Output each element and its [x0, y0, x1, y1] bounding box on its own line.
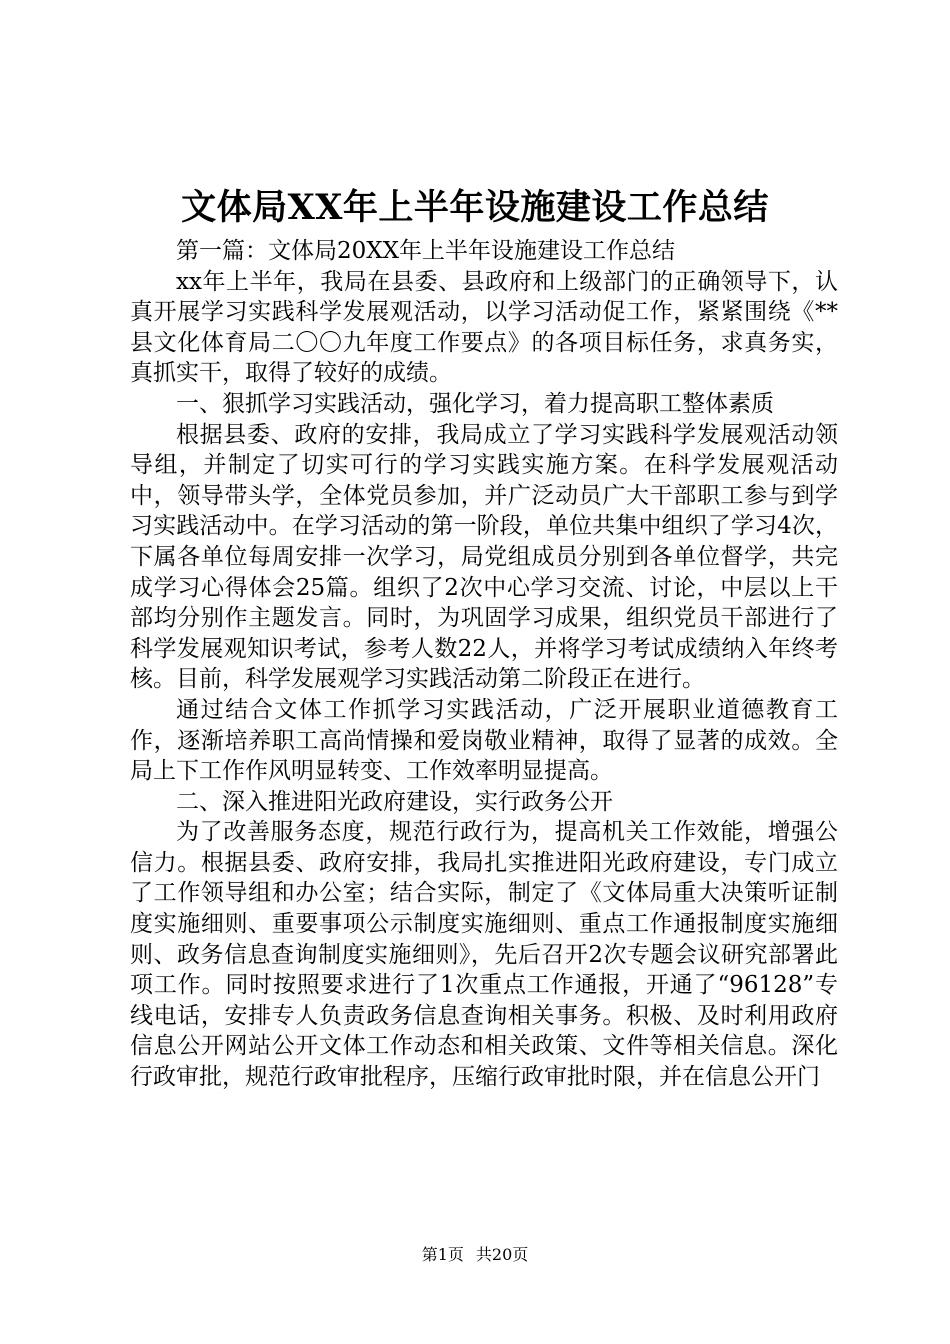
- section-heading: 一、狠抓学习实践活动，强化学习，着力提高职工整体素质: [176, 390, 774, 417]
- page-footer: [0, 1245, 950, 1265]
- document-body: [130, 236, 838, 1093]
- paragraph: 为了改善服务态度，规范行政行为，提高机关工作效能，增强公信力。根据县委、政府安排，我局扎实推进阳光政府建设，专门成立了工作领导组和办公室；结合实际，制定了《文体局重大决策听证制度实施细则、重要事项公示制度实施细则、重点工作通报制度实施细则、政务信息查询制度实施细则》，先后召开2次专题会议研究部署此项工作。同时按照要求进行了1次重点工作通报，开通了“96128”专线电话，安排专人负责政务信息查询相关事务。积极、及时利用政府信息公开网站公开文体工作动态和相关政策、文件等相关信息。深化行政审批，规范行政审批程序，压缩行政审批时限，并在信息公开门: [130, 819, 838, 1091]
- page-total: 共20页: [475, 1245, 529, 1264]
- paragraph: 根据县委、政府的安排，我局成立了学习实践科学发展观活动领导组，并制定了切实可行的学习实践实施方案。在科学发展观活动中，领导带头学，全体党员参加，并广泛动员广大干部职工参与到学习实践活动中。在学习活动的第一阶段，单位共集中组织了学习4次，下属各单位每周安排一次学习，局党组成员分别到各单位督学，共完成学习心得体会25篇。组织了2次中心学习交流、讨论，中层以上干部均分别作主题发言。同时，为巩固学习成果，组织党员干部进行了科学发展观知识考试，参考人数22人，并将学习考试成绩纳入年终考核。目前，科学发展观学习实践活动第二阶段正在进行。: [130, 421, 838, 693]
- paragraph: 通过结合文体工作抓学习实践活动，广泛开展职业道德教育工作，逐渐培养职工高尚情操和爱岗敬业精神，取得了显著的成效。全局上下工作作风明显转变、工作效率明显提高。: [130, 696, 838, 785]
- paragraph-heading: 第一篇：文体局20XX年上半年设施建设工作总结: [176, 238, 676, 264]
- page-number: 第1页: [421, 1245, 464, 1264]
- paragraph: xx年上半年，我局在县委、县政府和上级部门的正确领导下，认真开展学习实践科学发展观活动，以学习活动促工作，紧紧围绕《**县文化体育局二〇〇九年度工作要点》的各项目标任务，求真务实，真抓实干，取得了较好的成绩。: [130, 268, 838, 387]
- section-heading: 二、深入推进阳光政府建设，实行政务公开: [176, 788, 613, 815]
- document-title: 文体局XX年上半年设施建设工作总结: [181, 187, 769, 228]
